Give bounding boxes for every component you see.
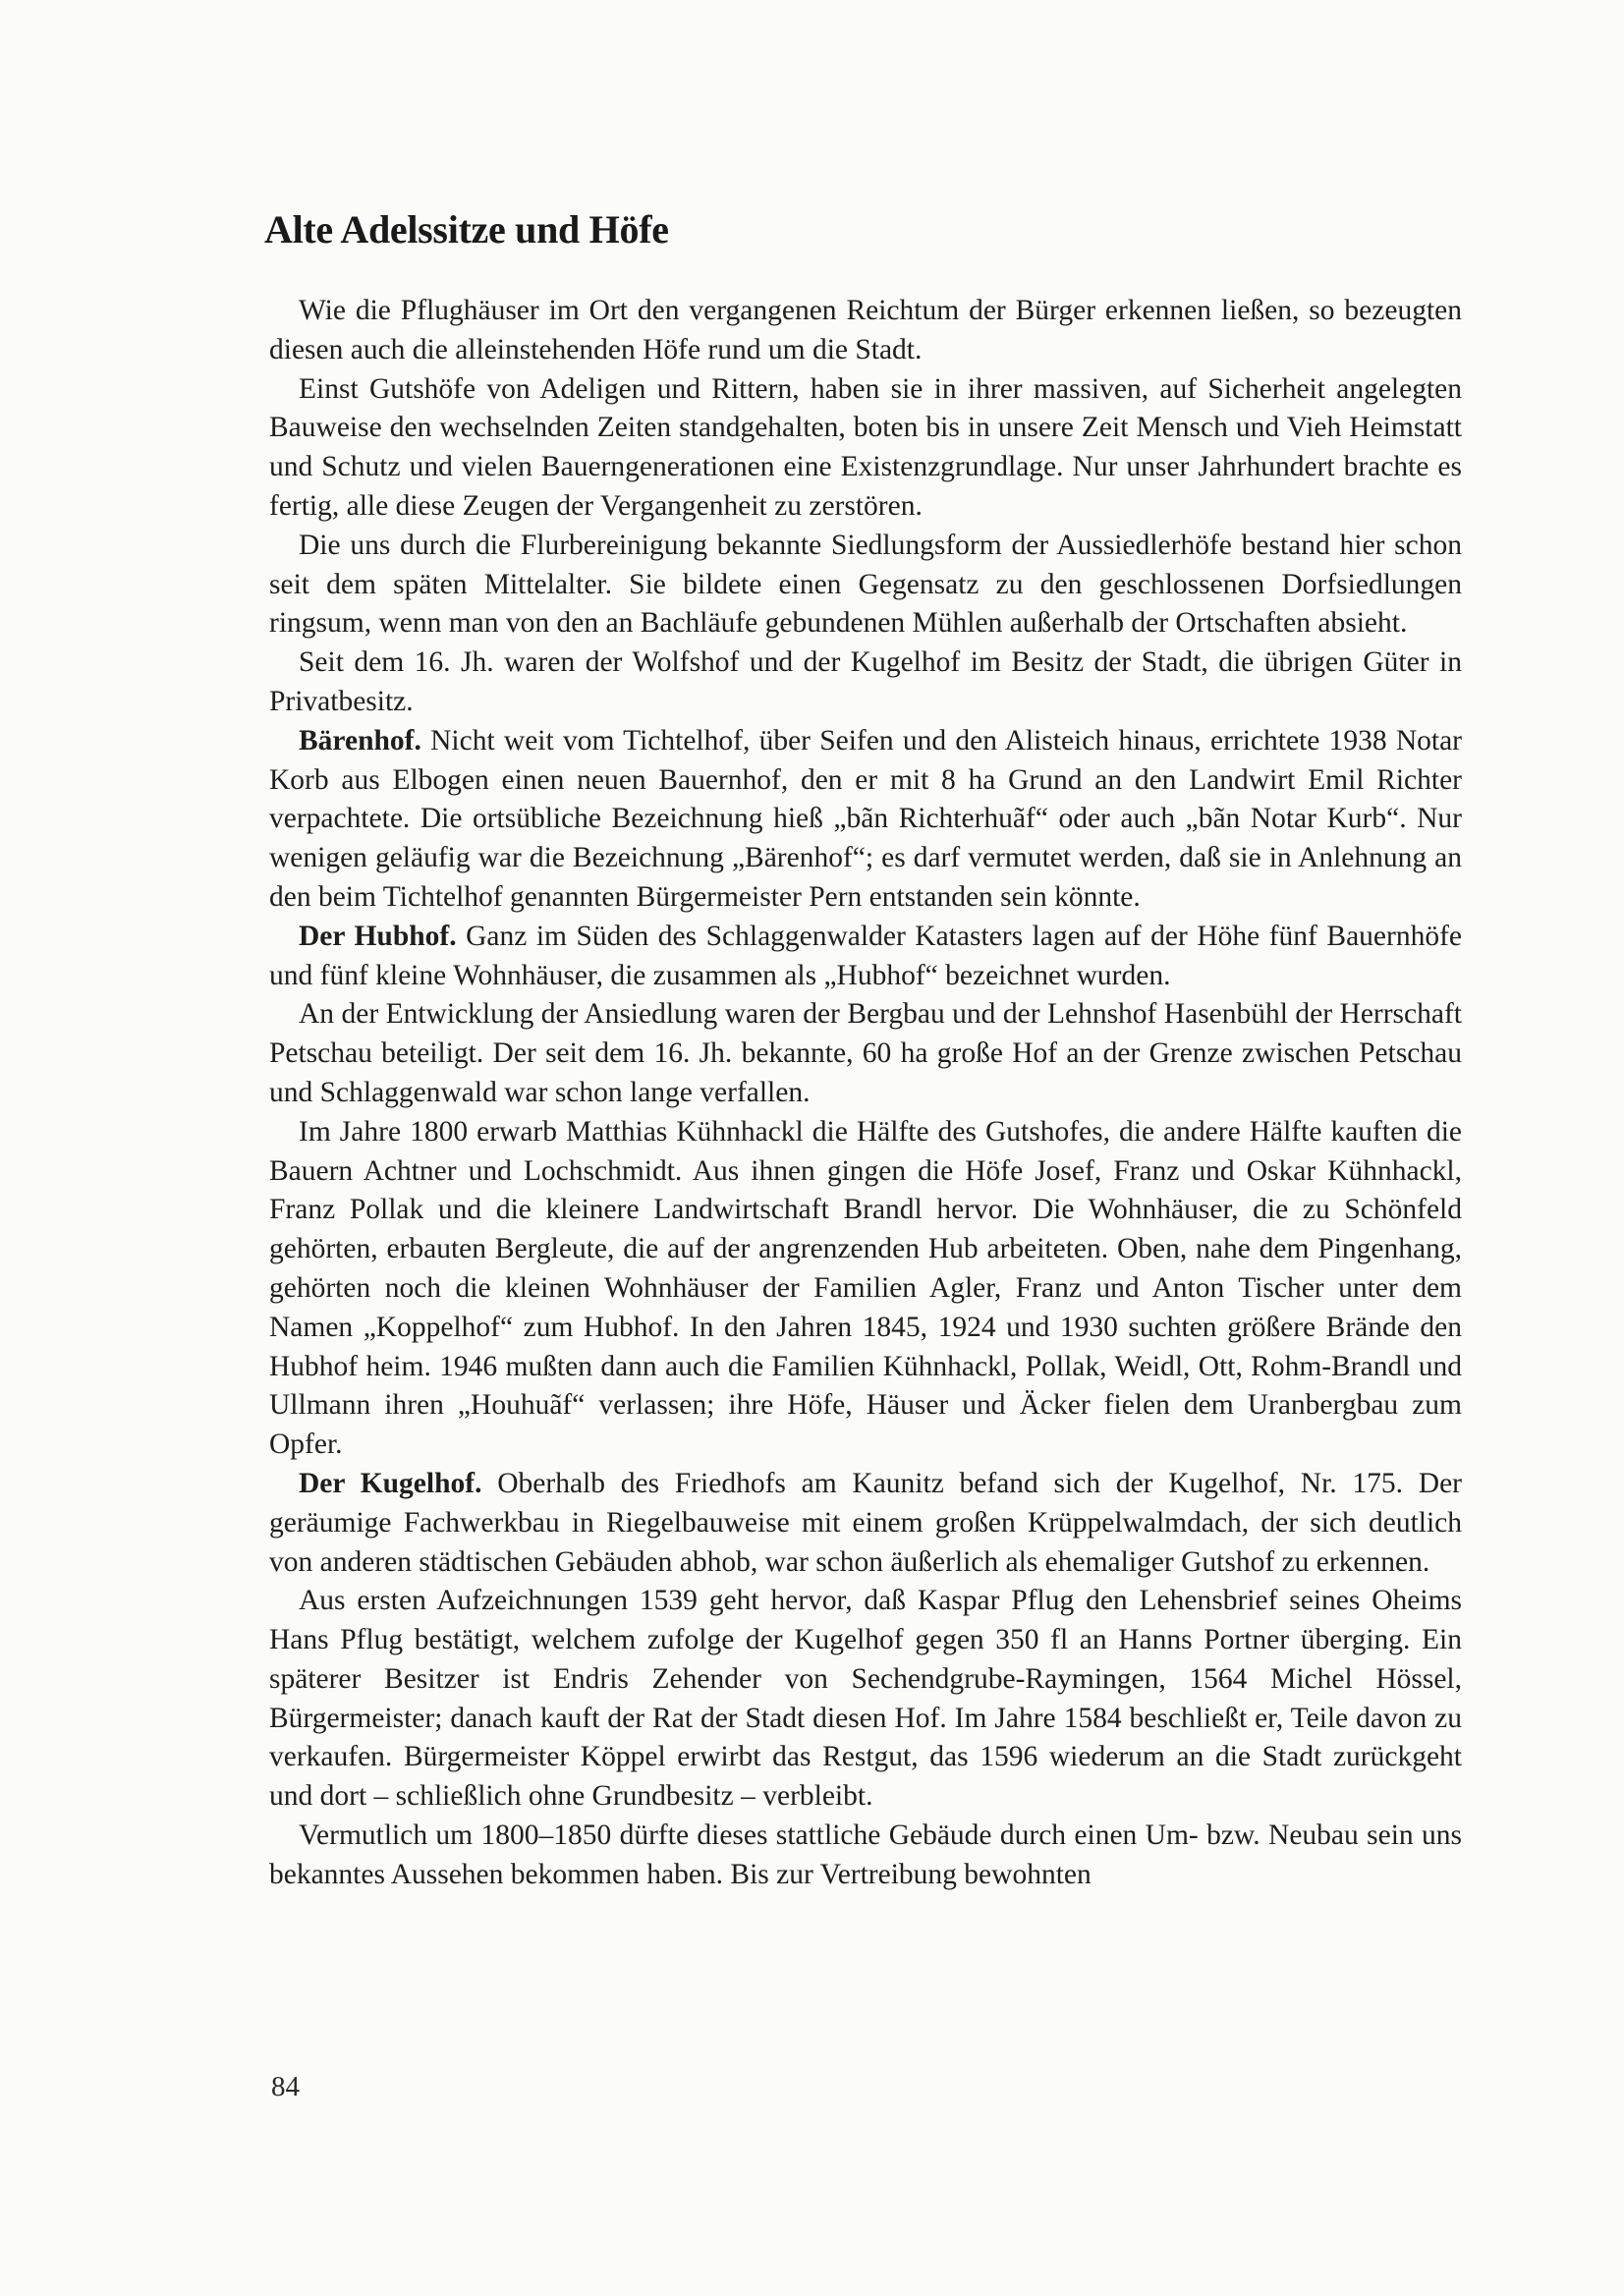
paragraph-text: Oberhalb des Friedhofs am Kaunitz befand sich der Kugelhof, Nr. 175. Der geräumige Fachwerkbau in Riegelbauweise mit einem großen Krüppelwalmdach, der sich deutlich von anderen städtischen Gebäuden abhob, war schon äußerlich als ehemaliger Gutshof zu erkennen. bbox=[269, 1467, 1462, 1578]
paragraph-text: Einst Gutshöfe von Adeligen und Rittern, haben sie in ihrer massiven, auf Sicherheit angelegten Bauweise den wechselnden Zeiten standgehalten, boten bis in unsere Zeit Mensch und Vieh Heimstatt und Schutz und vielen Bauerngenerationen eine Existenzgrundlage. Nur unser Jahrhundert brachte es fertig, alle diese Zeugen der Vergangenheit zu zerstören. bbox=[269, 372, 1462, 522]
body-text bbox=[269, 292, 1462, 1895]
paragraph-text: Nicht weit vom Tichtelhof, über Seifen und den Alisteich hinaus, errichtete 1938 Notar Korb aus Elbogen einen neuen Bauernhof, den er mit 8 ha Grund an den Landwirt Emil Richter verpachtete. Die ortsübliche Bezeichnung hieß „bãn Richterhuãf“ oder auch „bãn Notar Kurb“. Nur wenigen geläufig war die Bezeichnung „Bärenhof“; es darf vermutet werden, daß sie in Anlehnung an den beim Tichtelhof genannten Bürgermeister Pern entstanden sein könnte. bbox=[269, 724, 1463, 913]
paragraph-text: Im Jahre 1800 erwarb Matthias Kühnhackl die Hälfte des Gutshofes, die andere Hälfte kauften die Bauern Achtner und Lochschmidt. Aus ihnen gingen die Höfe Josef, Franz und Oskar Kühnhackl, Franz Pollak und die kleinere Landwirtschaft Brandl hervor. Die Wohnhäuser, die zu Schönfeld gehörten, erbauten Bergleute, die auf der angrenzenden Hub arbeiteten. Oben, nahe dem Pingenhang, gehörten noch die kleinen Wohnhäuser der Familien Agler, Franz und Anton Tischer unter dem Namen „Koppelhof“ zum Hubhof. In den Jahren 1845, 1924 und 1930 suchten größere Brände den Hubhof heim. 1946 mußten dann auch die Familien Kühnhackl, Pollak, Weidl, Ott, Rohm-Brandl und Ullmann ihren „Houhuãf“ verlassen; ihre Höfe, Häuser und Äcker fielen dem Uranbergbau zum Opfer. bbox=[269, 1115, 1462, 1461]
paragraph bbox=[269, 644, 1462, 722]
paragraph-text: Aus ersten Aufzeichnungen 1539 geht hervor, daß Kaspar Pflug den Lehensbrief seines Oheims Hans Pflug bestätigt, welchem zufolge der Kugelhof gegen 350 fl an Hanns Portner überging. Ein späterer Besitzer ist Endris Zehender von Sechendgrube-Raymingen, 1564 Michel Hössel, Bürgermeister; danach kauft der Rat der Stadt diesen Hof. Im Jahre 1584 beschließt er, Teile davon zu verkaufen. Bürgermeister Köppel erwirbt das Restgut, das 1596 wiederum an die Stadt zurückgeht und dort – schließlich ohne Grundbesitz – verbleibt. bbox=[269, 1585, 1462, 1813]
page-number: 84 bbox=[271, 2071, 300, 2102]
paragraph-lead: Der Hubhof. bbox=[299, 920, 457, 952]
paragraph-text: Ganz im Süden des Schlaggenwalder Katasters lagen auf der Höhe fünf Bauernhöfe und fünf kleine Wohnhäuser, die zusammen als „Hubhof“ bezeichnet wurden. bbox=[269, 920, 1462, 991]
paragraph bbox=[269, 722, 1462, 918]
paragraph bbox=[269, 370, 1462, 527]
paragraph-lead: Der Kugelhof. bbox=[299, 1467, 482, 1499]
paragraph bbox=[269, 995, 1462, 1112]
page-title: Alte Adelssitze und Höfe bbox=[264, 207, 669, 252]
paragraph bbox=[269, 527, 1462, 644]
paragraph bbox=[269, 1582, 1462, 1817]
paragraph-text: Vermutlich um 1800–1850 dürfte dieses stattliche Gebäude durch einen Um- bzw. Neubau sein uns bekanntes Aussehen bekommen haben. Bis zur Vertreibung bewohnten bbox=[269, 1820, 1462, 1890]
paragraph-text: Seit dem 16. Jh. waren der Wolfshof und der Kugelhof im Besitz der Stadt, die übrigen Güter in Privatbesitz. bbox=[269, 646, 1462, 717]
paragraph bbox=[269, 1113, 1462, 1465]
paragraph-text: Die uns durch die Flurbereinigung bekannte Siedlungsform der Aussiedlerhöfe bestand hier schon seit dem späten Mittelalter. Sie bildete einen Gegensatz zu den geschlossenen Dorfsiedlungen ringsum, wenn man von den an Bachläufe gebundenen Mühlen außerhalb der Ortschaften absieht. bbox=[269, 529, 1462, 640]
paragraph bbox=[269, 1465, 1462, 1582]
paragraph bbox=[269, 292, 1462, 370]
paragraph-lead: Bärenhof. bbox=[299, 724, 421, 756]
paragraph bbox=[269, 1817, 1462, 1895]
paragraph bbox=[269, 918, 1462, 996]
paragraph-text: An der Entwicklung der Ansiedlung waren der Bergbau und der Lehnshof Hasenbühl der Herrschaft Petschau beteiligt. Der seit dem 16. Jh. bekannte, 60 ha große Hof an der Grenze zwischen Petschau und Schlaggenwald war schon lange verfallen. bbox=[269, 998, 1462, 1108]
paragraph-text: Wie die Pflughäuser im Ort den vergangenen Reichtum der Bürger erkennen ließen, so bezeugten diesen auch die alleinstehenden Höfe rund um die Stadt. bbox=[269, 295, 1462, 365]
